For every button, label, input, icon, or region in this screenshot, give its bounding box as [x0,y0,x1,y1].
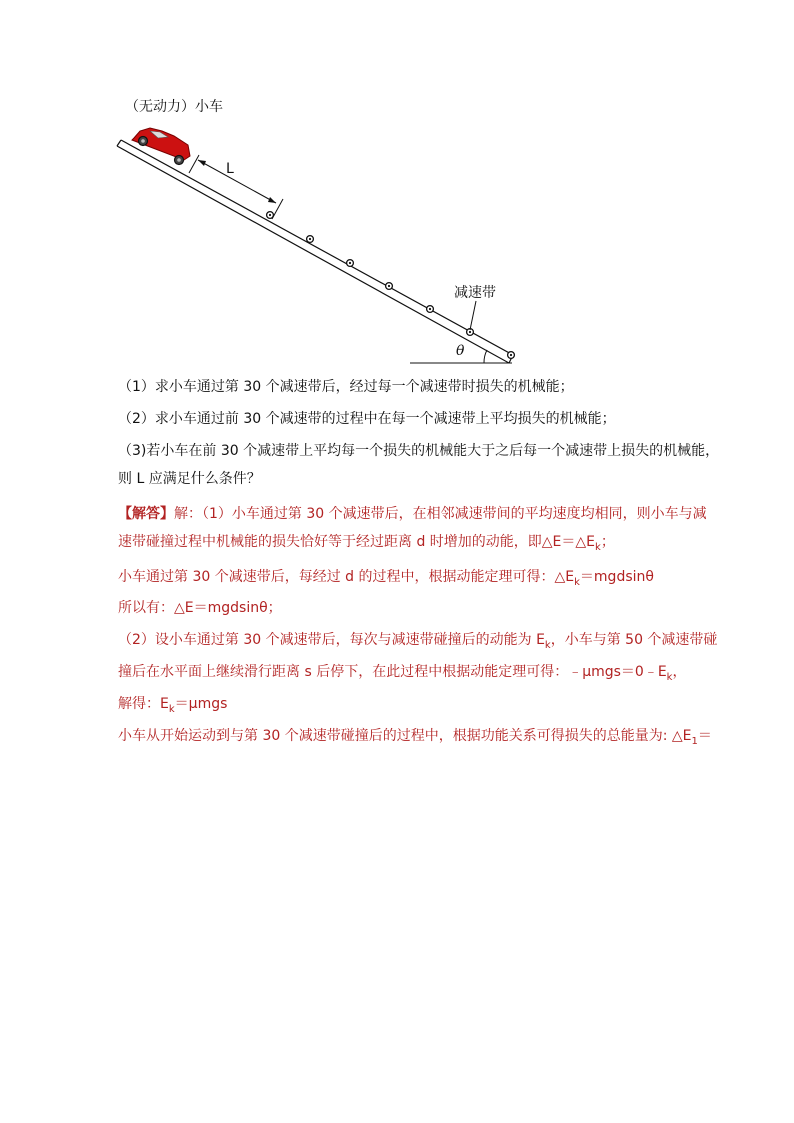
answer-text: 速带碰撞过程中机械能的损失恰好等于经过距离 d 时增加的动能，即△E＝△E [118,534,596,550]
answer-line-5 [118,630,717,650]
answer-text: ＝μmgs [174,696,228,712]
answer-text: 解：（1）小车通过第 30 个减速带后，在相邻减速带间的平均速度均相同，则小车与减 [174,506,707,522]
question-2: （2）求小车通过前 30 个减速带的过程中在每一个减速带上平均损失的机械能； [118,411,616,427]
subscript: k [544,639,551,651]
answer-line-2 [118,532,615,552]
answer-line-8 [118,726,712,746]
incline-figure [0,0,794,380]
question-1: （1）求小车通过第 30 个减速带后，经过每一个减速带时损失的机械能； [118,379,574,395]
answer-text: ＝mgdsinθ [579,569,654,585]
answer-line-1 [118,504,707,524]
answer-text: ， [672,664,687,680]
question-3-line-2: 则 L 应满足什么条件？ [118,471,261,487]
answer-text: ； [600,534,615,550]
length-label: L [226,161,234,177]
answer-text: ＝ [697,728,712,744]
distance-marker [189,155,283,219]
subscript: 1 [691,735,698,747]
bump-label: 减速带 [454,285,496,301]
answer-line-4: 所以有：△E＝mgdsinθ； [118,600,282,616]
figure-caption: （无动力）小车 [125,99,223,115]
question-3-line-1: （3)若小车在前 30 个减速带上平均每一个损失的机械能大于之后每一个减速带上损失的机械能， [118,443,720,459]
bump-leader-line [470,301,476,330]
subscript: k [168,703,175,715]
answer-line-6 [118,662,686,682]
angle-arc [484,350,487,363]
answer-text: 解得：E [118,696,169,712]
subscript: k [666,671,673,683]
answer-text: 撞后在水平面上继续滑行距离 s 后停下，在此过程中根据动能定理可得：﹣μmgs＝0﹣E [118,664,667,680]
answer-tag: 【解答】 [118,506,174,522]
answer-line-7 [118,694,227,714]
incline-plane [117,140,513,363]
subscript: k [595,541,601,553]
answer-line-3 [118,567,654,587]
answer-text: （2）设小车通过第 30 个减速带后，每次与减速带碰撞后的动能为 E [118,632,545,648]
answer-text: 小车从开始运动到与第 30 个减速带碰撞后的过程中，根据功能关系可得损失的总能量为: △E [118,728,692,744]
angle-label: θ [456,343,465,359]
answer-text: 小车通过第 30 个减速带后，每经过 d 的过程中，根据动能定理可得：△E [118,569,575,585]
answer-text: ，小车与第 50 个减速带碰 [550,632,718,648]
subscript: k [574,576,580,588]
